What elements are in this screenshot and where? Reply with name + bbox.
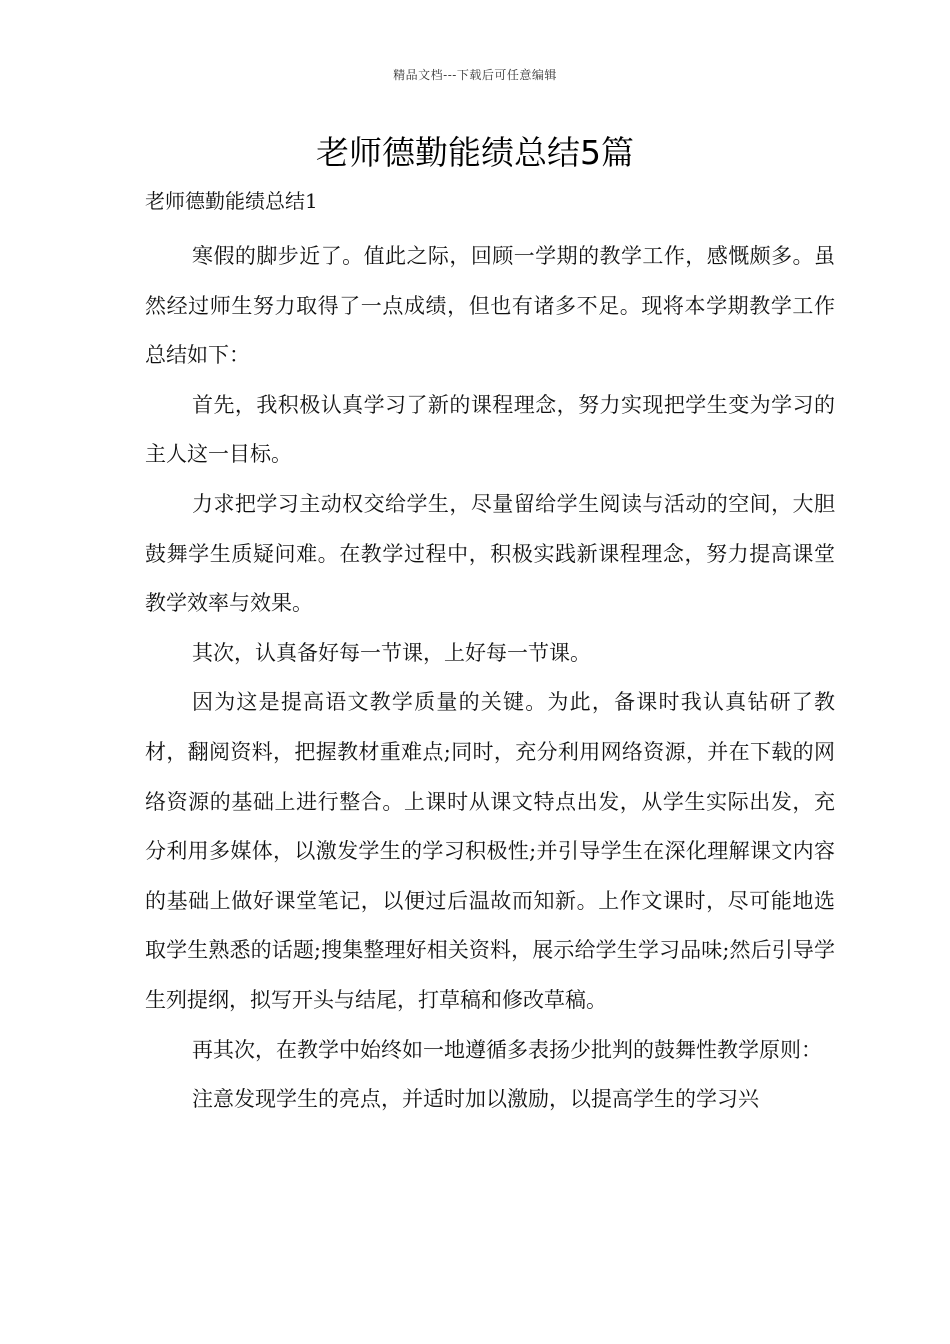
paragraph-2: 首先，我积极认真学习了新的课程理念，努力实现把学生变为学习的主人这一目标。 [145, 392, 835, 467]
paragraph-5: 因为这是提高语文教学质量的关键。为此，备课时我认真钻研了教材，翻阅资料，把握教材重难点;同时，充分利用网络资源，并在下载的网络资源的基础上进行整合。上课时从课文特点出发，从学生实际出发，充分利用多媒体，以激发学生的学习积极性;并引导学生在深化理解课文内容的基础上做好课堂笔记，以便过后温故而知新。上作文课时，尽可能地选取学生熟悉的话题;搜集整理好相关资料，展示给学生学习品味;然后引导学生列提纲，拟写开头与结尾，打草稿和修改草稿。 [145, 690, 835, 1012]
page-header-note: 精品文档---下载后可任意编辑 [393, 68, 557, 82]
paragraph-6: 再其次，在教学中始终如一地遵循多表扬少批判的鼓舞性教学原则： [192, 1037, 822, 1062]
paragraph-7: 注意发现学生的亮点，并适时加以激励，以提高学生的学习兴 [192, 1087, 759, 1112]
paragraph-3: 力求把学习主动权交给学生，尽量留给学生阅读与活动的空间，大胆鼓舞学生质疑问难。在教学过程中，积极实践新课程理念，努力提高课堂教学效率与效果。 [145, 491, 835, 616]
paragraph-4: 其次，认真备好每一节课，上好每一节课。 [192, 640, 591, 665]
section-subtitle: 老师德勤能绩总结1 [145, 189, 318, 213]
paragraph-1: 寒假的脚步近了。值此之际，回顾一学期的教学工作，感慨颇多。虽然经过师生努力取得了一点成绩，但也有诸多不足。现将本学期教学工作总结如下： [145, 244, 835, 368]
document-body [145, 232, 835, 1125]
document-title: 老师德勤能绩总结5篇 [316, 133, 634, 172]
